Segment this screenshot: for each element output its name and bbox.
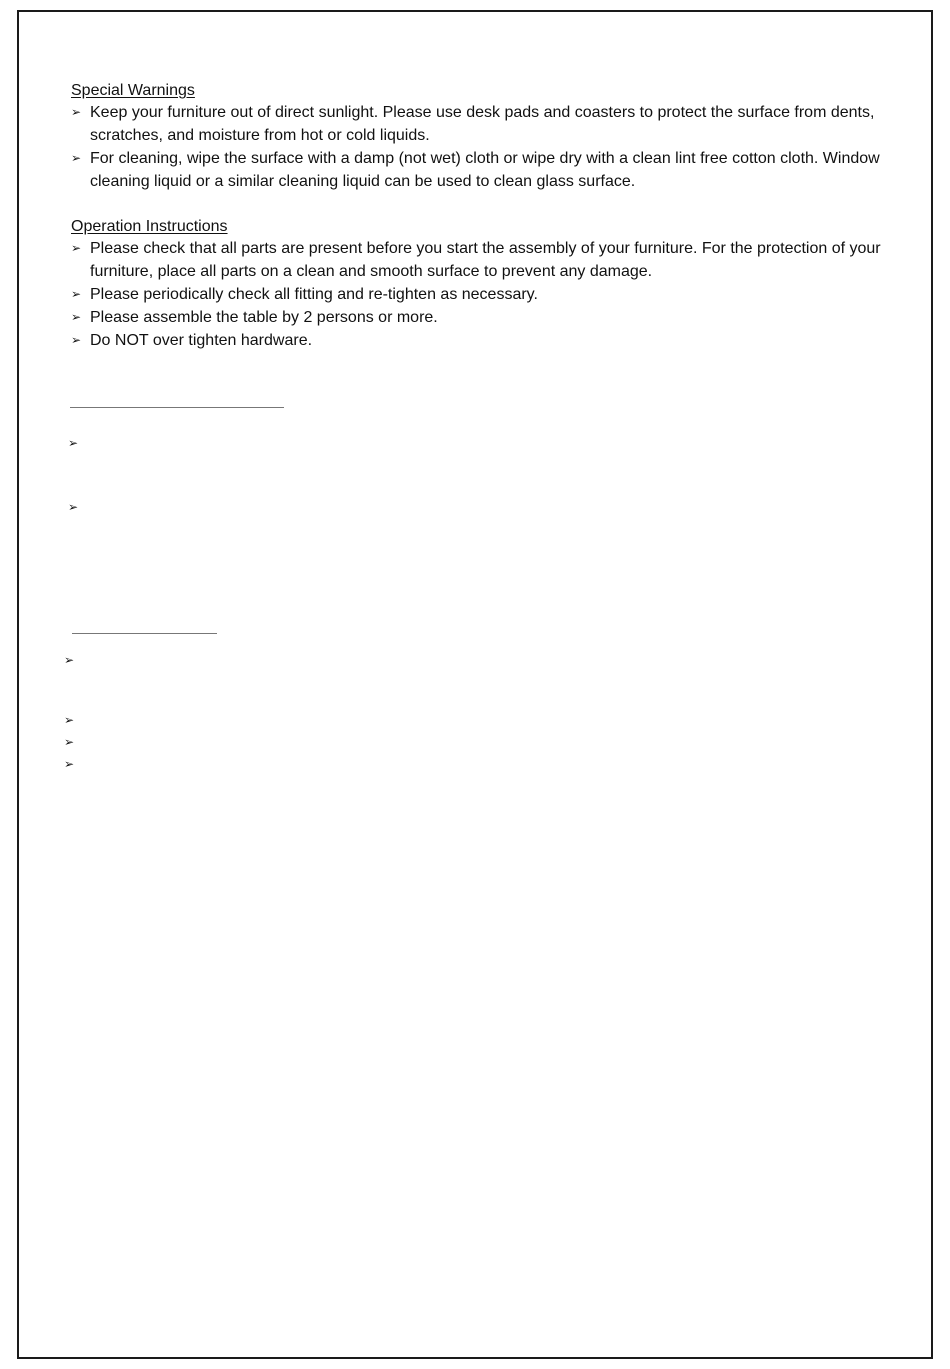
arrow-bullet-icon: ➢ <box>71 310 82 324</box>
arrow-bullet-icon: ➢ <box>64 757 75 771</box>
list-item <box>71 101 891 147</box>
arrow-bullet-icon: ➢ <box>64 713 75 727</box>
arrow-bullet-icon: ➢ <box>71 241 82 255</box>
blank-heading-rule <box>72 633 217 634</box>
operation-instructions-list <box>71 237 891 352</box>
operation-instructions-section <box>71 217 891 352</box>
special-warnings-list <box>71 101 891 193</box>
list-item-text: Please check that all parts are present before you start the assembly of your furniture. For the protection of your furniture, place all parts on a clean and smooth surface to prevent any damage. <box>90 240 881 280</box>
list-item-text: Please periodically check all fitting and re-tighten as necessary. <box>90 286 538 303</box>
list-item <box>71 147 891 193</box>
special-warnings-heading: Special Warnings <box>71 82 195 99</box>
arrow-bullet-icon: ➢ <box>71 287 82 301</box>
arrow-bullet-icon: ➢ <box>68 500 79 514</box>
list-item <box>71 329 891 352</box>
arrow-bullet-icon: ➢ <box>71 151 82 165</box>
list-item-text: Please assemble the table by 2 persons or more. <box>90 309 438 326</box>
list-item <box>71 283 891 306</box>
arrow-bullet-icon: ➢ <box>64 735 75 749</box>
special-warnings-section <box>71 81 891 193</box>
list-item-text: Do NOT over tighten hardware. <box>90 332 313 349</box>
arrow-bullet-icon: ➢ <box>68 436 79 450</box>
arrow-bullet-icon: ➢ <box>71 333 82 347</box>
blank-heading-rule <box>70 407 284 408</box>
list-item <box>71 306 891 329</box>
arrow-bullet-icon: ➢ <box>64 653 75 667</box>
operation-instructions-heading: Operation Instructions <box>71 218 228 235</box>
list-item <box>71 237 891 283</box>
arrow-bullet-icon: ➢ <box>71 105 82 119</box>
page-border <box>17 10 933 1359</box>
list-item-text: Keep your furniture out of direct sunlight. Please use desk pads and coasters to protect the surface from dents, scratches, and moisture from hot or cold liquids. <box>90 104 875 144</box>
list-item-text: For cleaning, wipe the surface with a damp (not wet) cloth or wipe dry with a clean lint free cotton cloth. Window cleaning liquid or a similar cleaning liquid can be used to clean glass surface. <box>90 150 880 190</box>
